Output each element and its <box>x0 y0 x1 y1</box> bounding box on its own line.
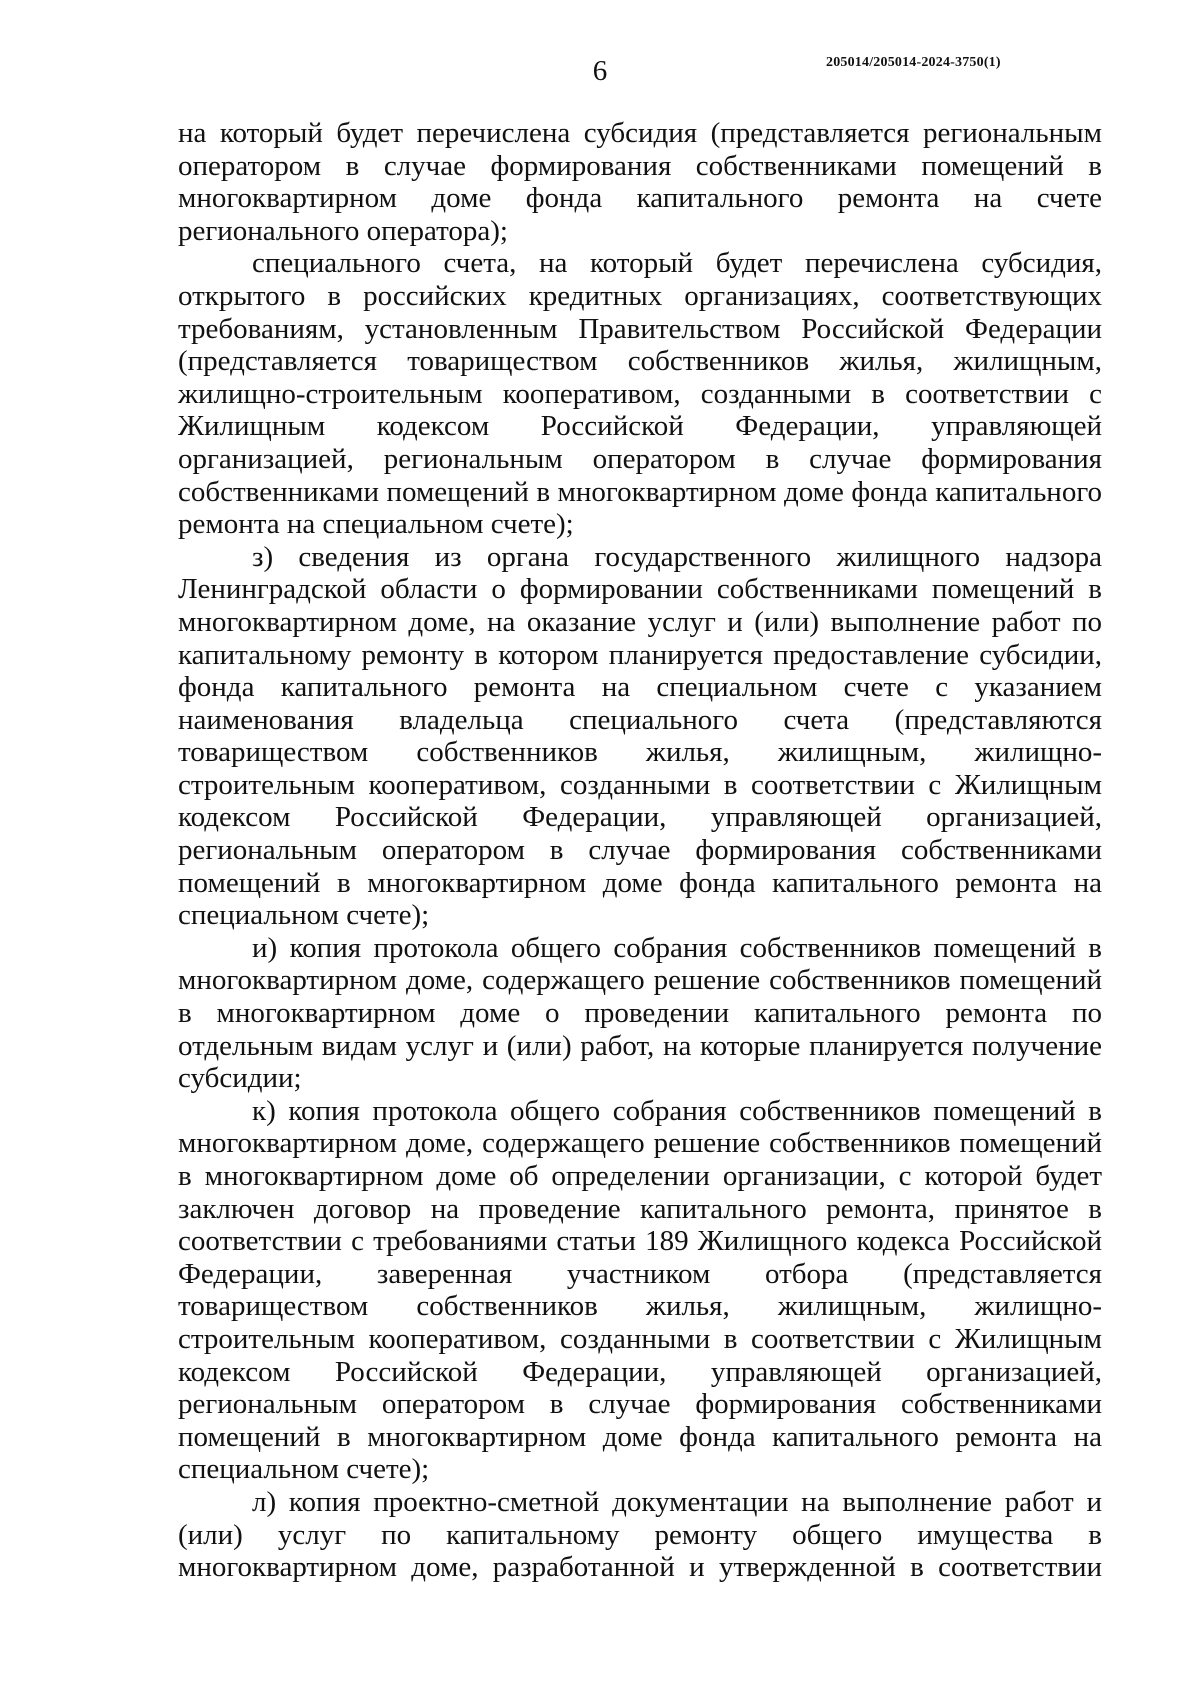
paragraph-item-l: л) копия проектно-сметной документации на выполнение работ и (или) услуг по капитальному ремонту общего имущества в многоквартирном доме, разработанной и утвержденной в соответствии <box>178 1485 1102 1584</box>
paragraph-item-i: и) копия протокола общего собрания собственников помещений в многоквартирном доме, содержащего решение собственников помещений в многоквартирном доме о проведении капитального ремонта по отдельным видам услуг и (или) работ, на которые планируется получение субсидии; <box>178 931 1102 1095</box>
paragraph-special-account: специального счета, на который будет перечислена субсидия, открытого в российских кредитных организациях, соответствующих требованиям, установленным Правительством Российской Федерации (представляется товариществом собственников жилья, жилищным, жилищно-строительным кооперативом, созданными в соответствии с Жилищным кодексом Российской Федерации, управляющей организацией, региональным оператором в случае формирования собственниками помещений в многоквартирном доме фонда капитального ремонта на специальном счете); <box>178 247 1102 541</box>
paragraph-continuation: на который будет перечислена субсидия (представляется региональным оператором в случае формирования собственниками помещений в многоквартирном доме фонда капитального ремонта на счете регионального оператора); <box>178 117 1102 247</box>
document-body <box>178 117 1102 1584</box>
document-id: 205014/205014-2024-3750(1) <box>826 55 1001 70</box>
page-number: 6 <box>592 55 608 87</box>
paragraph-item-z: з) сведения из органа государственного жилищного надзора Ленинградской области о формировании собственниками помещений в многоквартирном доме, на оказание услуг и (или) выполнение работ по капитальному ремонту в котором планируется предоставление субсидии, фонда капитального ремонта на специальном счете с указанием наименования владельца специального счета (представляются товариществом собственников жилья, жилищным, жилищно-строительным кооперативом, созданными в соответствии с Жилищным кодексом Российской Федерации, управляющей организацией, региональным оператором в случае формирования собственниками помещений в многоквартирном доме фонда капитального ремонта на специальном счете); <box>178 540 1102 932</box>
paragraph-item-k: к) копия протокола общего собрания собственников помещений в многоквартирном доме, содержащего решение собственников помещений в многоквартирном доме об определении организации, с которой будет заключен договор на проведение капитального ремонта, принятое в соответствии с требованиями статьи 189 Жилищного кодекса Российской Федерации, заверенная участником отбора (представляется товариществом собственников жилья, жилищным, жилищно-строительным кооперативом, созданными в соответствии с Жилищным кодексом Российской Федерации, управляющей организацией, региональным оператором в случае формирования собственниками помещений в многоквартирном доме фонда капитального ремонта на специальном счете); <box>178 1094 1102 1486</box>
